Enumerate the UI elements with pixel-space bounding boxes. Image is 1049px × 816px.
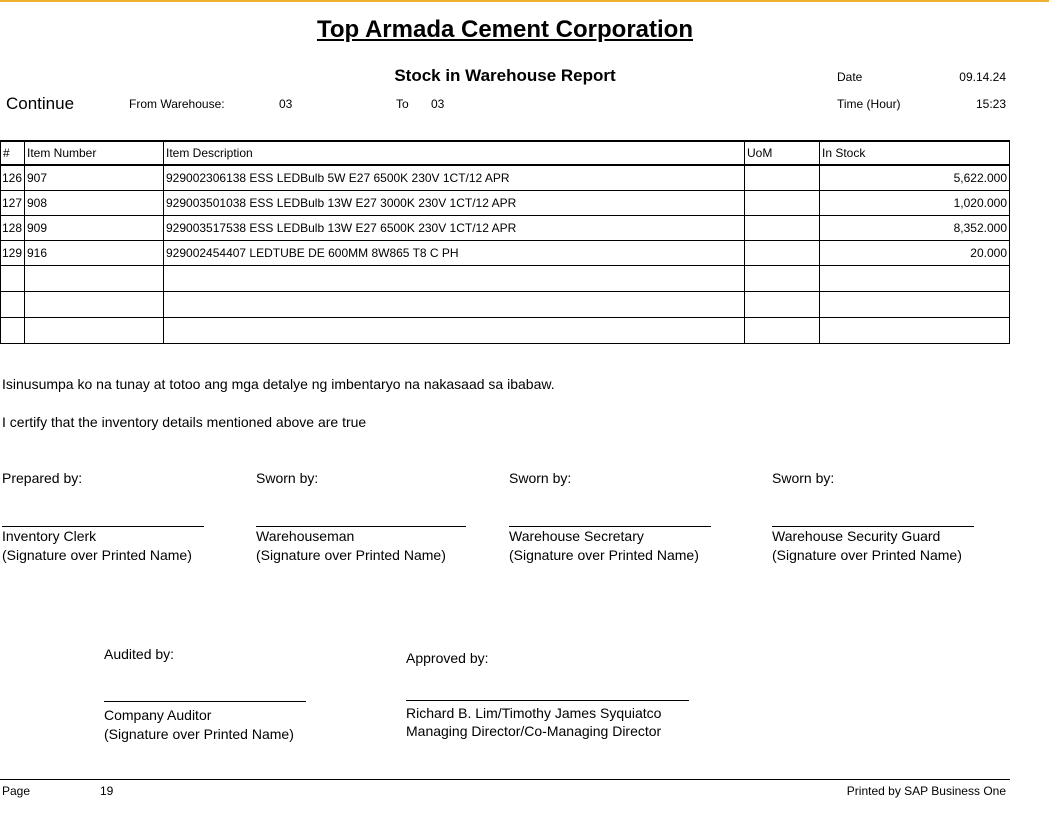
audited-by-label: Audited by: [104, 646, 175, 662]
table-header-row [1, 141, 1010, 165]
top-accent-line [0, 0, 1049, 2]
continue-label: Continue [6, 94, 75, 113]
from-warehouse-value: 03 [279, 97, 293, 111]
item-uom [745, 165, 820, 191]
column-header-in-stock: In Stock [820, 141, 1010, 165]
approved-by-label: Approved by: [406, 650, 489, 666]
item-number: 907 [25, 165, 164, 191]
auditor-note: (Signature over Printed Name) [104, 726, 294, 742]
approver-names: Richard B. Lim/Timothy James Syquiatco [406, 705, 662, 721]
to-label: To [396, 97, 409, 111]
table-row [1, 191, 1010, 216]
table-row [1, 241, 1010, 266]
secretary-signature-line [509, 526, 711, 527]
item-in-stock: 5,622.000 [820, 165, 1010, 191]
page-number: 19 [100, 784, 114, 798]
item-description: 929003501038 ESS LEDBulb 13W E27 3000K 230V 1CT/12 APR [164, 191, 745, 216]
item-number: 909 [25, 216, 164, 241]
stock-table [0, 140, 1010, 344]
row-index: 127 [1, 191, 25, 216]
approver-signature-line [406, 700, 689, 701]
security-guard-note: (Signature over Printed Name) [772, 547, 962, 563]
secretary-note: (Signature over Printed Name) [509, 547, 699, 563]
page-label: Page [2, 784, 31, 798]
approver-titles: Managing Director/Co-Managing Director [406, 723, 662, 739]
item-description: 929002306138 ESS LEDBulb 5W E27 6500K 230V 1CT/12 APR [164, 165, 745, 191]
warehouseman-note: (Signature over Printed Name) [256, 547, 446, 563]
time-value: 15:23 [975, 97, 1006, 111]
date-label: Date [837, 70, 863, 84]
footer-divider [0, 779, 1010, 780]
warehouseman-role: Warehouseman [256, 528, 355, 544]
item-uom [745, 191, 820, 216]
english-statement: I certify that the inventory details mentioned above are true [2, 414, 367, 430]
item-in-stock: 1,020.000 [820, 191, 1010, 216]
security-guard-role: Warehouse Security Guard [772, 528, 941, 544]
to-warehouse-value: 03 [431, 97, 445, 111]
printed-by: Printed by SAP Business One [846, 784, 1006, 798]
row-index: 128 [1, 216, 25, 241]
item-in-stock: 20.000 [820, 241, 1010, 266]
sworn-by-label-warehouseman: Sworn by: [256, 470, 319, 486]
column-header-index: # [1, 141, 25, 165]
column-header-item-description: Item Description [164, 141, 745, 165]
row-index: 129 [1, 241, 25, 266]
item-number: 916 [25, 241, 164, 266]
prepared-note: (Signature over Printed Name) [2, 547, 192, 563]
empty-table-row [1, 318, 1010, 344]
secretary-role: Warehouse Secretary [509, 528, 644, 544]
prepared-role: Inventory Clerk [2, 528, 97, 544]
from-warehouse-label: From Warehouse: [129, 97, 225, 111]
item-in-stock: 8,352.000 [820, 216, 1010, 241]
column-header-item-number: Item Number [25, 141, 164, 165]
security-guard-signature-line [772, 526, 974, 527]
empty-table-row [1, 266, 1010, 292]
table-row [1, 165, 1010, 191]
report-title: Stock in Warehouse Report [394, 66, 616, 85]
sworn-by-label-security-guard: Sworn by: [772, 470, 835, 486]
auditor-role: Company Auditor [104, 707, 212, 723]
prepared-by-label: Prepared by: [2, 470, 83, 486]
table-row [1, 216, 1010, 241]
item-uom [745, 216, 820, 241]
item-number: 908 [25, 191, 164, 216]
prepared-signature-line [2, 526, 204, 527]
company-name: Top Armada Cement Corporation [316, 16, 694, 43]
column-header-uom: UoM [745, 141, 820, 165]
sworn-by-label-secretary: Sworn by: [509, 470, 572, 486]
item-uom [745, 241, 820, 266]
item-description: 929003517538 ESS LEDBulb 13W E27 6500K 230V 1CT/12 APR [164, 216, 745, 241]
time-label: Time (Hour) [837, 97, 901, 111]
tagalog-statement: Isinusumpa ko na tunay at totoo ang mga detalye ng imbentaryo na nakasaad sa ibabaw. [2, 376, 555, 392]
warehouseman-signature-line [256, 526, 466, 527]
date-value: 09.14.24 [959, 70, 1006, 84]
empty-table-row [1, 292, 1010, 318]
item-description: 929002454407 LEDTUBE DE 600MM 8W865 T8 C PH [164, 241, 745, 266]
row-index: 126 [1, 165, 25, 191]
auditor-signature-line [104, 701, 306, 702]
